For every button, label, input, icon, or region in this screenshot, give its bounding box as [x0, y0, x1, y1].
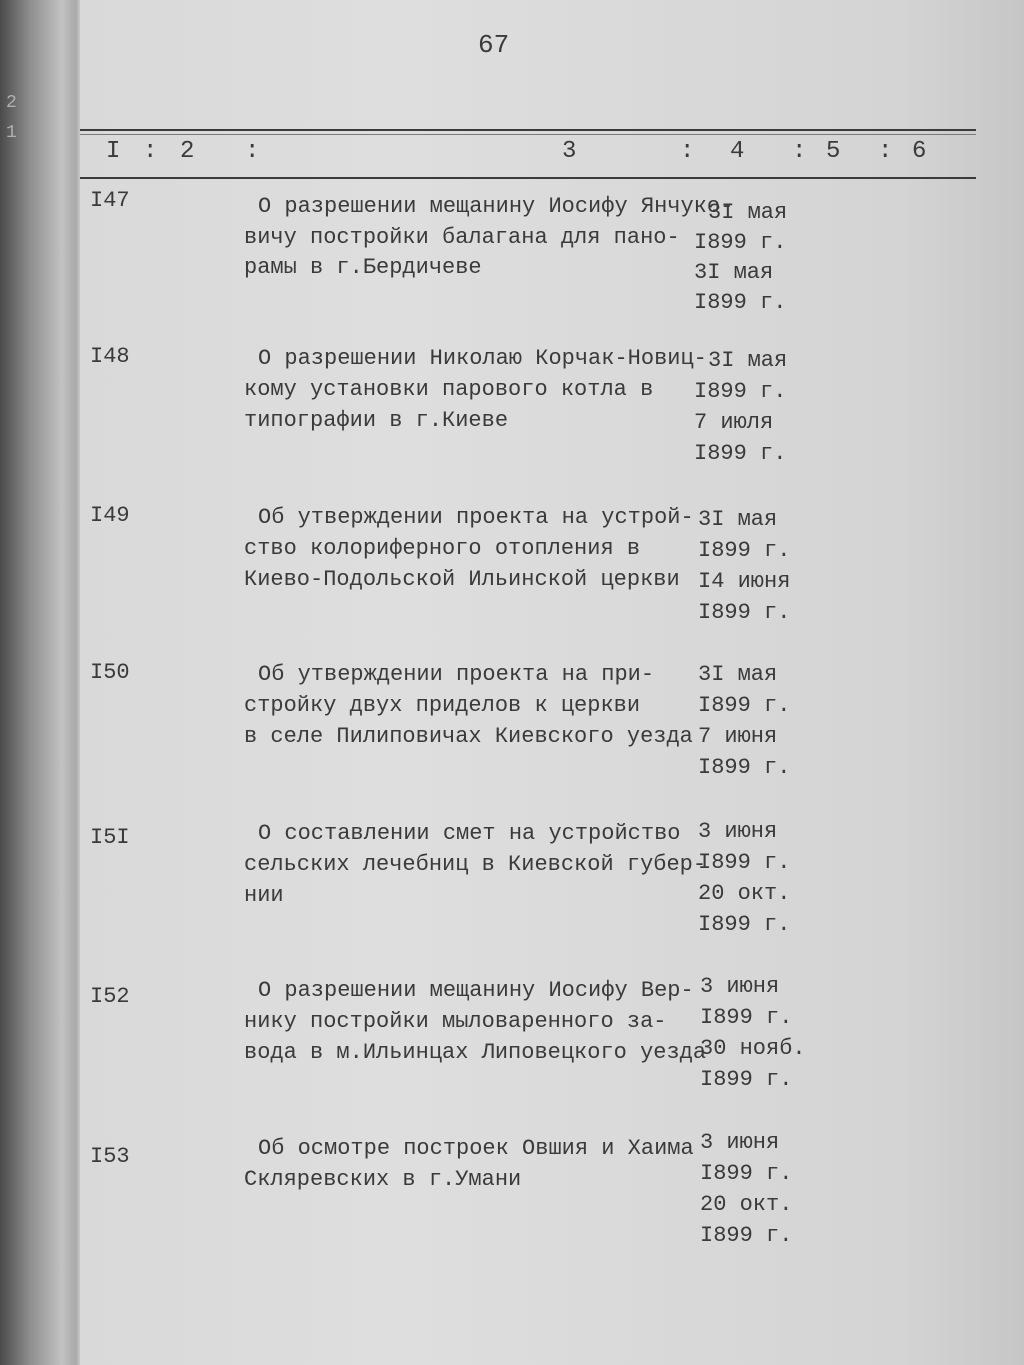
row-date-line: 3I мая [698, 662, 778, 687]
row-text-line: сельских лечебниц в Киевской губер- [244, 852, 707, 877]
row-number: I5I [90, 825, 130, 850]
column-header-cell: 2 [180, 138, 195, 165]
row-date-line: 3I мая [708, 200, 788, 225]
row-number: I47 [90, 188, 130, 213]
row-date-line: I899 г. [700, 1223, 793, 1248]
margin-marks [6, 88, 66, 148]
row-date-line: 3I мая [698, 507, 778, 532]
row-text-line: О составлении смет на устройство [258, 821, 681, 846]
row-text-line: Скляревских в г.Умани [244, 1167, 522, 1192]
row-date-line: 7 июня [698, 724, 778, 749]
row-date-line: 3I мая [694, 260, 774, 285]
row-text-line: кому установки парового котла в [244, 377, 654, 402]
header-bottom-rule [80, 177, 976, 179]
column-header-cell: I [106, 138, 121, 165]
row-date-line: I899 г. [698, 755, 791, 780]
row-date-line: I899 г. [700, 1161, 793, 1186]
row-text-line: нику постройки мыловаренного за- [244, 1009, 667, 1034]
row-number: I49 [90, 503, 130, 528]
row-date-line: 3 июня [700, 974, 780, 999]
row-date-line: 30 нояб. [700, 1036, 806, 1061]
row-text-line: ство колориферного отопления в [244, 536, 641, 561]
row-date-line: I4 июня [698, 569, 791, 594]
row-date-line: I899 г. [698, 850, 791, 875]
row-text-line: в селе Пилиповичах Киевского уезда [244, 724, 693, 749]
row-date-line: 20 окт. [700, 1192, 793, 1217]
row-date-line: I899 г. [698, 600, 791, 625]
row-text-line: вода в м.Ильинцах Липовецкого уезда [244, 1040, 707, 1065]
binding-fold [0, 0, 80, 1365]
row-date-line: I899 г. [698, 538, 791, 563]
row-text-line: Об утверждении проекта на при- [258, 662, 655, 687]
column-header-cell: 6 [912, 138, 927, 165]
row-text-line: О разрешении мещанину Иосифу Янчуко- [258, 194, 734, 219]
header-top-rule [80, 129, 976, 131]
row-text-line: вичу постройки балагана для пано- [244, 225, 680, 250]
margin-mark: 1 [6, 123, 17, 143]
column-header-cell: 4 [730, 138, 745, 165]
column-header-separator: : [792, 138, 807, 165]
row-text-line: Киево-Подольской Ильинской церкви [244, 567, 680, 592]
margin-mark: 2 [6, 93, 17, 113]
row-text-line: нии [244, 883, 284, 908]
row-text-line: типографии в г.Киеве [244, 408, 509, 433]
row-date-line: 7 июля [694, 410, 774, 435]
row-date-line: I899 г. [700, 1005, 793, 1030]
column-header-separator: : [245, 138, 260, 165]
column-header-cell: 5 [826, 138, 841, 165]
column-header-separator: : [143, 138, 158, 165]
row-text-line: стройку двух приделов к церкви [244, 693, 641, 718]
row-date-line: I899 г. [698, 693, 791, 718]
row-date-line: I899 г. [700, 1067, 793, 1092]
row-number: I48 [90, 344, 130, 369]
row-date-line: 3I мая [708, 348, 788, 373]
row-date-line: I899 г. [694, 441, 787, 466]
row-text-line: Об утверждении проекта на устрой- [258, 505, 694, 530]
row-number: I50 [90, 660, 130, 685]
row-date-line: I899 г. [694, 230, 787, 255]
page-number: 67 [478, 30, 510, 60]
row-text-line: О разрешении Николаю Корчак-Новиц- [258, 346, 707, 371]
column-header-cell: 3 [562, 138, 577, 165]
row-number: I53 [90, 1144, 130, 1169]
row-date-line: I899 г. [694, 379, 787, 404]
header-top-rule-inner [80, 134, 976, 135]
row-text-line: рамы в г.Бердичеве [244, 255, 482, 280]
row-date-line: 20 окт. [698, 881, 791, 906]
row-date-line: 3 июня [700, 1130, 780, 1155]
row-number: I52 [90, 984, 130, 1009]
row-text-line: Об осмотре построек Овшия и Хаима [258, 1136, 694, 1161]
row-date-line: I899 г. [694, 290, 787, 315]
row-date-line: I899 г. [698, 912, 791, 937]
column-header-separator: : [680, 138, 695, 165]
column-header-separator: : [878, 138, 893, 165]
row-date-line: 3 июня [698, 819, 778, 844]
row-text-line: О разрешении мещанину Иосифу Вер- [258, 978, 694, 1003]
